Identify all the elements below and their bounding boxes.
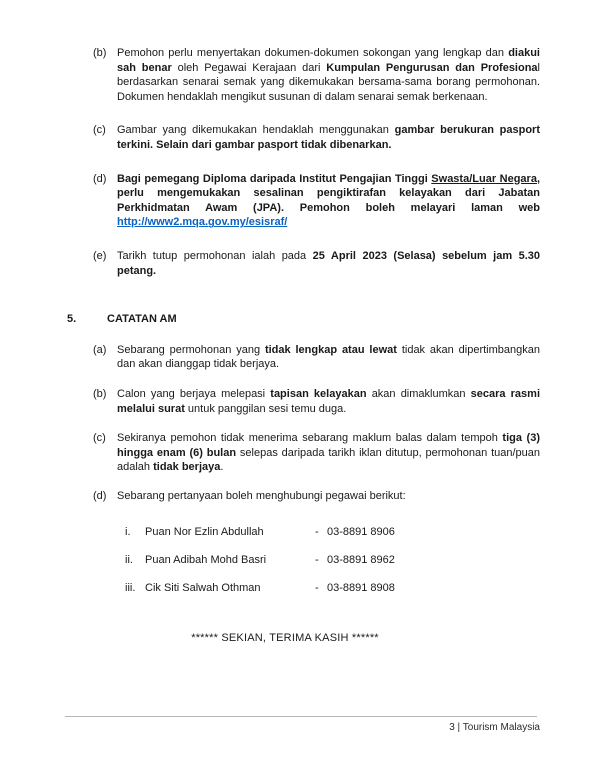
text-run: , perlu mengemukakan sesalinan pengiktirafan kelayakan dari Jabatan Perkhidmatan Awam (JPA). Pemohon boleh melayari laman web — [117, 172, 541, 214]
paragraph-closing-date — [117, 249, 540, 278]
text-run: Sebarang permohonan yang — [117, 343, 265, 356]
contact-phone: 03-8891 8906 — [327, 526, 395, 539]
paragraph-supporting-documents — [117, 46, 540, 104]
contact-separator: - — [315, 582, 319, 595]
text-run: Pemohon perlu menyertakan dokumen-dokumen sokongan yang lengkap dan — [117, 47, 509, 59]
text-run: Sebarang pertanyaan boleh menghubungi pegawai berikut: — [117, 489, 406, 502]
contact-phone: 03-8891 8962 — [327, 554, 395, 567]
text-run: Kumpulan Pengurusan dan Profesiona — [326, 61, 538, 74]
text-run: Calon yang berjaya melepasi — [117, 387, 271, 400]
paragraph-diploma-recognition — [117, 172, 540, 230]
text-run: untuk panggilan sesi temu duga. — [184, 402, 347, 415]
text-run: tidak akan dipertimbangkan dan akan dianggap tidak berjaya. — [117, 343, 540, 371]
text-run: Tarikh tutup permohonan ialah pada — [117, 249, 313, 262]
text-run: tiga (3) hingga enam (6) bulan — [117, 432, 540, 459]
contact-separator: - — [315, 554, 319, 567]
list-item-label: (c) — [93, 124, 106, 137]
text-run: Gambar yang dikemukakan hendaklah menggunakan — [117, 124, 395, 137]
text-run: secara rasmi melalui surat — [117, 387, 541, 415]
contact-separator: - — [315, 526, 319, 539]
contact-phone: 03-8891 8908 — [327, 582, 395, 595]
mqa-esisraf-link[interactable]: http://www2.mqa.gov.my/esisraf/ — [117, 216, 288, 229]
paragraph-no-response — [117, 431, 540, 475]
text-run: selepas daripada tarikh iklan ditutup, permohonan tuan/puan adalah — [117, 446, 541, 474]
paragraph-contact-officers — [117, 489, 540, 504]
text-run: diakui sah benar — [117, 47, 540, 74]
list-item-5a — [93, 343, 540, 372]
contact-row — [125, 553, 540, 568]
footer-divider — [65, 716, 537, 717]
text-run: 25 April 2023 (Selasa) sebelum jam 5.30 petang. — [117, 249, 540, 277]
text-run: gambar berukuran pasport terkini. Selain dari gambar pasport tidak dibenarkan. — [117, 124, 541, 151]
contact-index: iii. — [125, 582, 136, 595]
page-footer: 3 | Tourism Malaysia — [449, 722, 540, 733]
contact-row — [125, 525, 540, 540]
text-run: tapisan kelayakan — [270, 387, 367, 400]
list-item-4c — [93, 123, 540, 152]
contact-index: ii. — [125, 554, 133, 567]
text-run: . — [220, 461, 224, 474]
text-run: akan dimaklumkan — [366, 387, 471, 400]
list-item-5c — [93, 431, 540, 475]
text-run: Sekiranya pemohon tidak menerima sebarang maklum balas dalam tempoh — [117, 432, 503, 445]
section-title: CATATAN AM — [107, 313, 177, 326]
list-item-5d — [93, 489, 540, 504]
list-item-4d — [93, 172, 540, 230]
contact-name: Puan Nor Ezlin Abdullah — [145, 526, 264, 539]
list-item-label: (a) — [93, 343, 107, 356]
list-item-label: (b) — [93, 387, 107, 400]
text-run: l berdasarkan senarai semak yang dikemukakan bersama-sama borang permohonan. Dokumen hendaklah mengikut susunan di dalam senarai semak berkenaan. — [117, 61, 540, 103]
text-run: oleh Pegawai Kerajaan dari — [171, 61, 327, 74]
list-item-label: (d) — [93, 489, 107, 502]
paragraph-screening-notice — [117, 387, 540, 416]
paragraph-passport-photo — [117, 123, 540, 152]
contact-name: Cik Siti Salwah Othman — [145, 582, 261, 595]
text-run: Swasta/Luar Negara — [431, 172, 537, 185]
contact-name: Puan Adibah Mohd Basri — [145, 554, 267, 567]
contact-row — [125, 581, 540, 596]
list-item-label: (e) — [93, 249, 107, 262]
contact-index: i. — [125, 526, 131, 539]
section-number: 5. — [67, 313, 77, 326]
list-item-label: (b) — [93, 47, 107, 59]
text-run: tidak berjaya — [153, 461, 221, 474]
paragraph-incomplete-late — [117, 343, 540, 372]
closing-line: ****** SEKIAN, TERIMA KASIH ****** — [191, 632, 379, 645]
text-run: tidak lengkap atau lewat — [264, 343, 397, 356]
text-run: Bagi pemegang Diploma daripada Institut Pengajian Tinggi — [117, 172, 432, 185]
list-item-4e — [93, 249, 540, 278]
list-item-5b — [93, 387, 540, 416]
section-heading-catatan-am — [67, 312, 540, 327]
list-item-label: (c) — [93, 432, 106, 445]
list-item-4b — [93, 46, 540, 104]
list-item-label: (d) — [93, 172, 107, 185]
